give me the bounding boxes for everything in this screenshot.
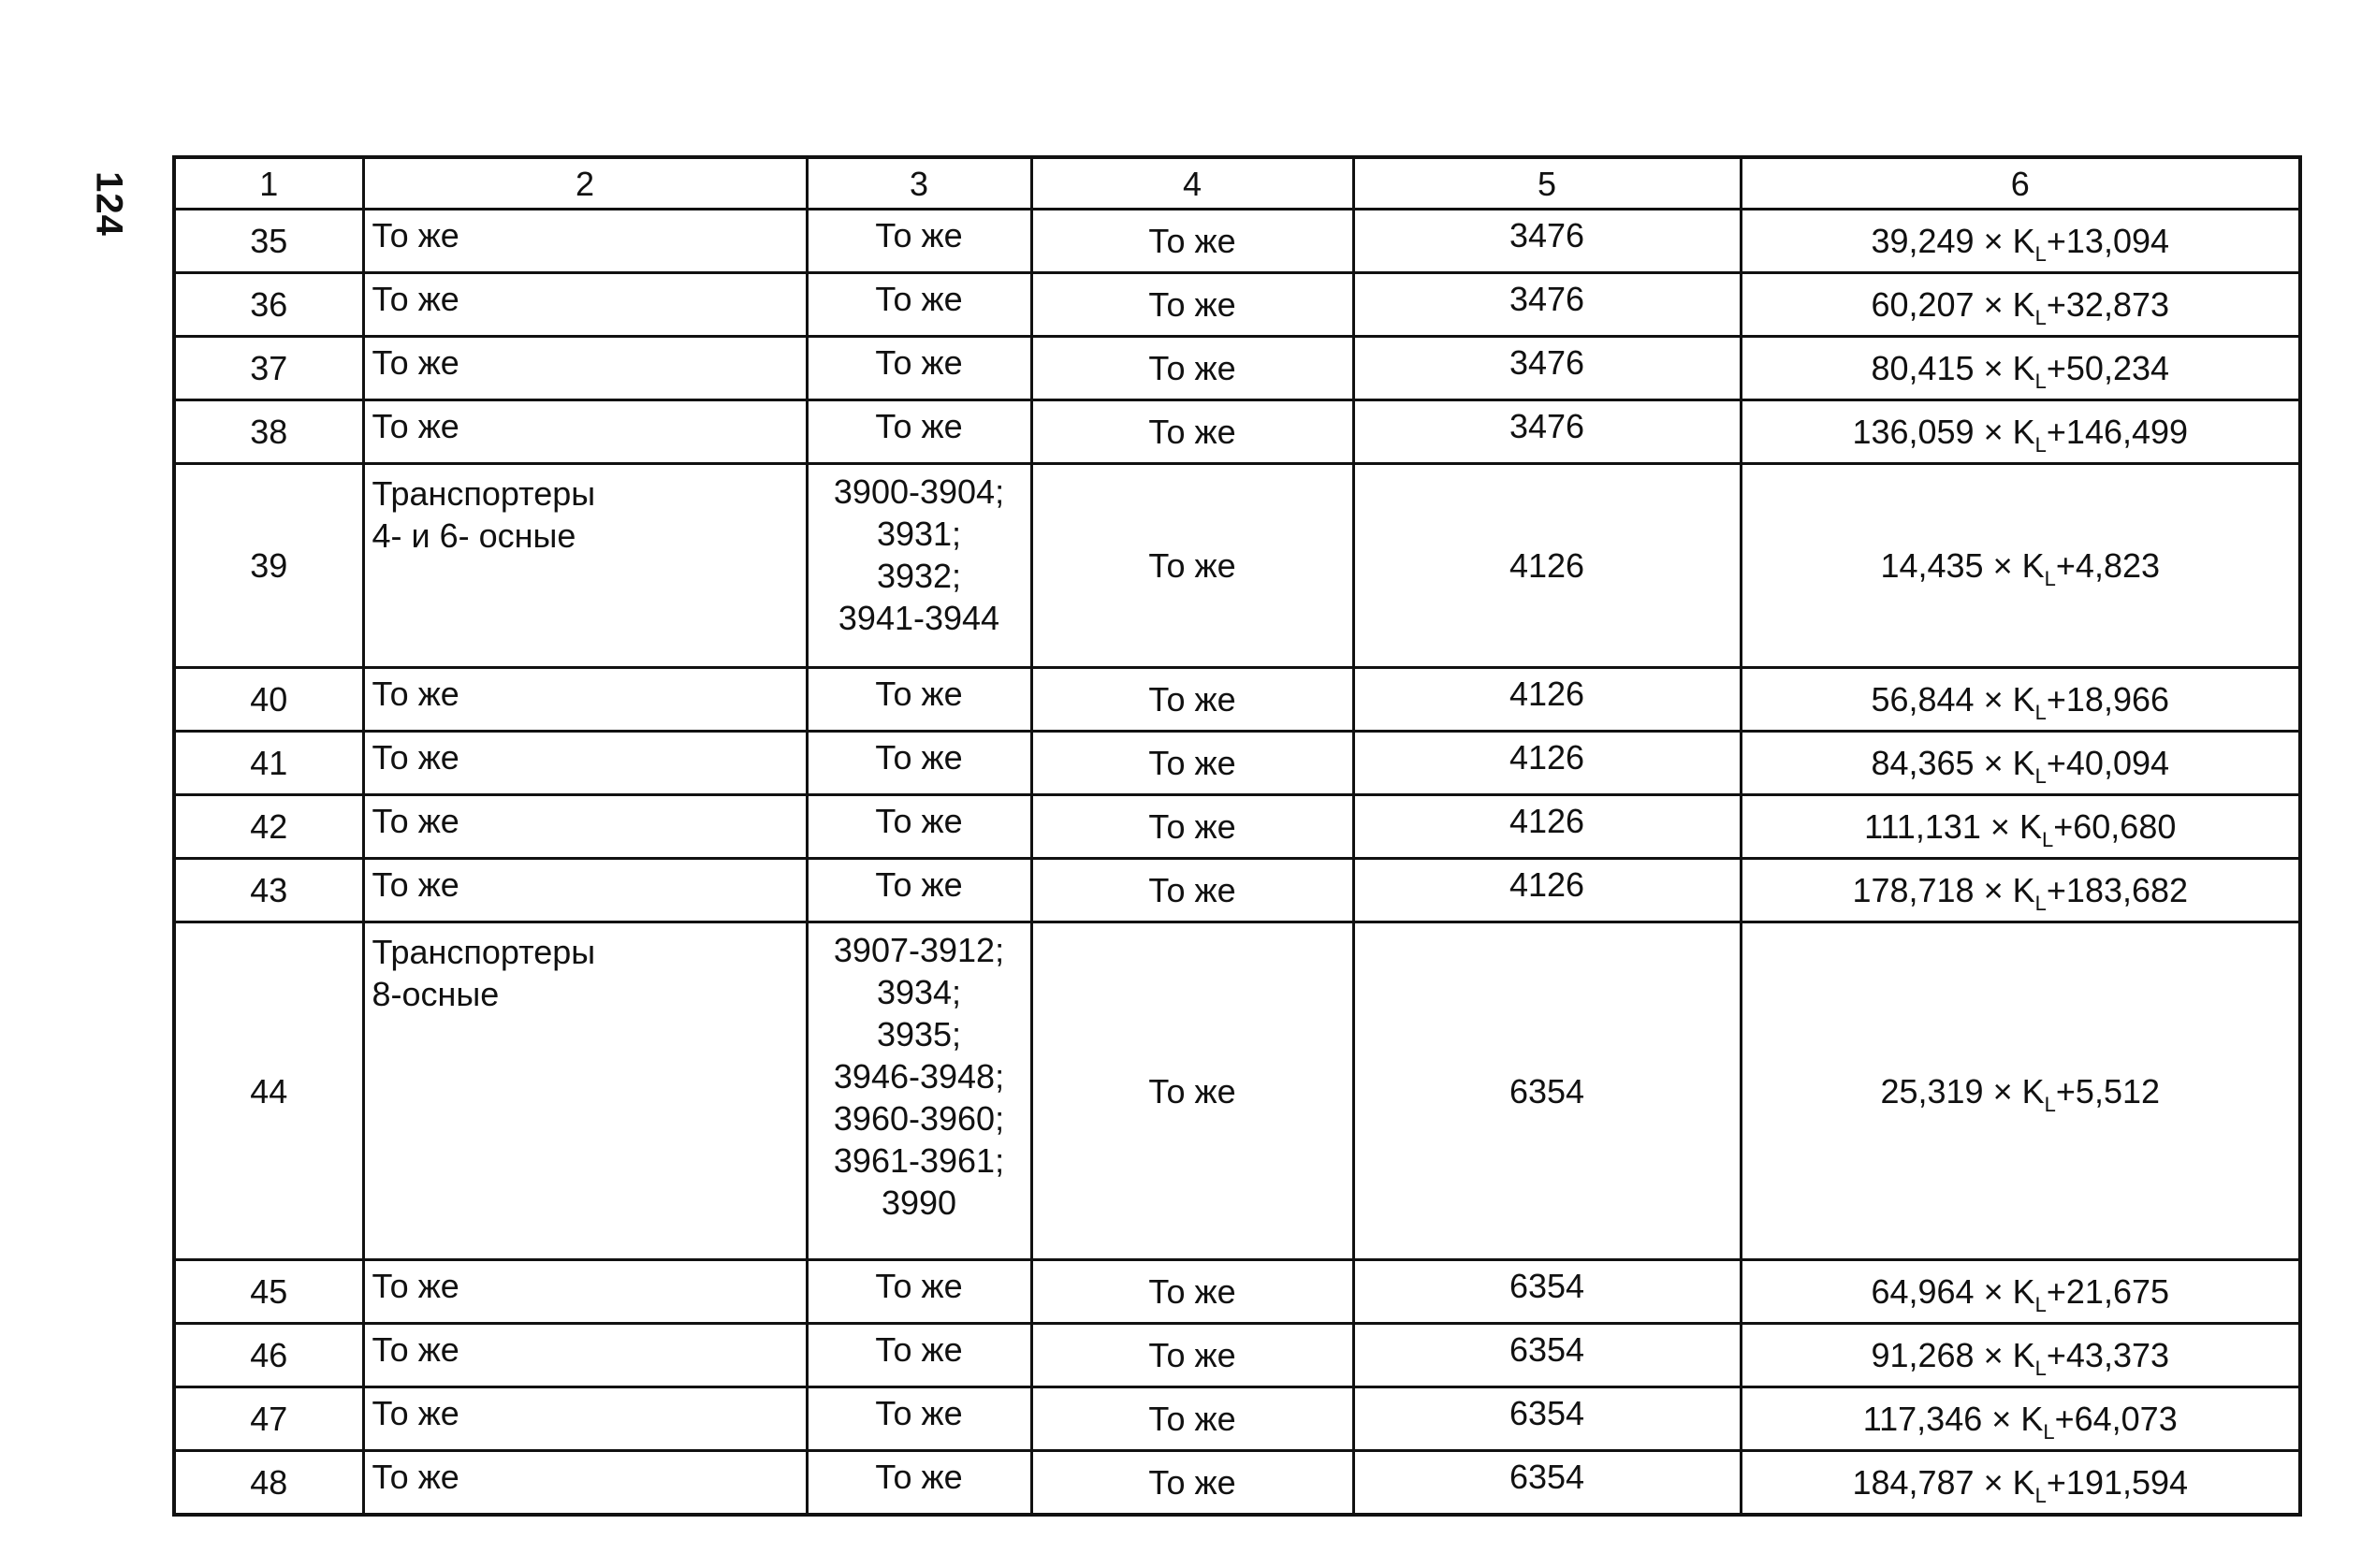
codes-cell (807, 337, 1031, 400)
column-5-cell: 6354 (1353, 1260, 1741, 1324)
formula-addend: +43,373 (2046, 1336, 2170, 1374)
row-number-cell: 48 (174, 1451, 363, 1516)
column-4-cell: То же (1031, 1324, 1353, 1387)
formula (1880, 1071, 2161, 1116)
name-cell (363, 668, 807, 732)
row-number-cell: 46 (174, 1324, 363, 1387)
formula-k-subscript: L (2044, 567, 2056, 590)
formula-k: K (2019, 807, 2042, 846)
formula-multiply-sign: × (1983, 1272, 2004, 1311)
formula-addend: +191,594 (2046, 1463, 2189, 1502)
name-cell (363, 859, 807, 922)
name-line: То же (372, 675, 459, 713)
codes-cell (807, 210, 1031, 273)
code-line: 3960-3960; (833, 1099, 1005, 1138)
code-line: То же (875, 1394, 963, 1432)
formula-multiply-sign: × (1983, 1463, 2004, 1502)
table-body (174, 157, 2300, 1515)
formula-coefficient: 64,964 (1871, 1272, 1975, 1311)
formula-addend: +21,675 (2046, 1272, 2170, 1311)
code-line: 3941-3944 (838, 599, 1000, 637)
formula-cell (1741, 1387, 2300, 1451)
column-header-2: 2 (363, 157, 807, 210)
formula-k-subscript: L (2034, 1293, 2047, 1316)
table-row (174, 795, 2300, 859)
name-line: 8-осные (372, 975, 500, 1013)
formula-multiply-sign: × (1983, 871, 2004, 909)
code-line: То же (875, 738, 963, 777)
table-row (174, 668, 2300, 732)
name-cell (363, 337, 807, 400)
codes-cell (807, 1260, 1031, 1324)
formula-cell (1741, 732, 2300, 795)
row-number-cell: 42 (174, 795, 363, 859)
column-5-cell: 6354 (1353, 1324, 1741, 1387)
formula (1852, 413, 2189, 457)
formula-k-subscript: L (2034, 242, 2047, 266)
table-row (174, 273, 2300, 337)
formula-cell (1741, 273, 2300, 337)
name-cell (363, 922, 807, 1260)
column-4-cell: То же (1031, 1387, 1353, 1451)
formula-multiply-sign: × (1983, 285, 2004, 324)
name-line: То же (372, 738, 459, 777)
table-row (174, 1451, 2300, 1516)
code-line: То же (875, 675, 963, 713)
formula-cell (1741, 400, 2300, 464)
code-line: То же (875, 1330, 963, 1369)
formula-k-subscript: L (2034, 892, 2047, 915)
formula-multiply-sign: × (1983, 222, 2004, 260)
formula (1852, 871, 2189, 915)
code-line: То же (875, 343, 963, 382)
formula-k: K (2012, 222, 2035, 260)
formula (1862, 1400, 2178, 1444)
column-header-3: 3 (807, 157, 1031, 210)
code-line: 3907-3912; (833, 931, 1005, 969)
row-number-cell: 47 (174, 1387, 363, 1451)
formula-addend: +60,680 (2053, 807, 2177, 846)
codes-cell (807, 1324, 1031, 1387)
formula-addend: +64,073 (2054, 1400, 2178, 1438)
formula-addend: +146,499 (2046, 413, 2189, 451)
formula (1864, 807, 2177, 851)
code-line: То же (875, 802, 963, 840)
column-4-cell: То же (1031, 732, 1353, 795)
formula-coefficient: 84,365 (1871, 744, 1975, 782)
formula-coefficient: 56,844 (1871, 680, 1975, 719)
formula-cell (1741, 1451, 2300, 1516)
column-4-cell: То же (1031, 464, 1353, 668)
name-line: То же (372, 280, 459, 318)
name-line: То же (372, 216, 459, 254)
name-line: То же (372, 1267, 459, 1305)
formula-addend: +5,512 (2055, 1071, 2161, 1111)
name-line: Транспортеры (372, 474, 596, 513)
code-line: То же (875, 280, 963, 318)
formula-coefficient: 117,346 (1862, 1400, 1983, 1438)
formula-coefficient: 136,059 (1852, 413, 1975, 451)
row-number-cell: 36 (174, 273, 363, 337)
formula-cell (1741, 795, 2300, 859)
code-line: То же (875, 1458, 963, 1496)
table-row (174, 464, 2300, 668)
name-line: То же (372, 865, 459, 904)
column-5-cell: 4126 (1353, 859, 1741, 922)
formula (1871, 1272, 2170, 1316)
column-header-5: 5 (1353, 157, 1741, 210)
column-5-cell: 3476 (1353, 400, 1741, 464)
column-4-cell: То же (1031, 400, 1353, 464)
row-number-cell: 39 (174, 464, 363, 668)
column-header-1: 1 (174, 157, 363, 210)
formula-multiply-sign: × (1992, 1071, 2013, 1111)
formula-k-subscript: L (2034, 1484, 2047, 1507)
name-cell (363, 1324, 807, 1387)
formula-k-subscript: L (2034, 370, 2047, 393)
column-5-cell: 3476 (1353, 273, 1741, 337)
column-5-cell: 4126 (1353, 732, 1741, 795)
column-4-cell: То же (1031, 337, 1353, 400)
name-line: То же (372, 1458, 459, 1496)
code-line: 3932; (876, 557, 962, 595)
formula-k: K (2012, 1463, 2035, 1502)
name-cell (363, 1260, 807, 1324)
column-4-cell: То же (1031, 1451, 1353, 1516)
name-cell (363, 464, 807, 668)
formula-k-subscript: L (2044, 1092, 2056, 1116)
name-cell (363, 400, 807, 464)
codes-cell (807, 464, 1031, 668)
column-5-cell: 4126 (1353, 795, 1741, 859)
code-line: То же (875, 865, 963, 904)
row-number-cell: 41 (174, 732, 363, 795)
formula-addend: +4,823 (2055, 546, 2161, 585)
row-number-cell: 37 (174, 337, 363, 400)
codes-cell (807, 1387, 1031, 1451)
formula-cell (1741, 210, 2300, 273)
formula-k: K (2012, 744, 2035, 782)
name-cell (363, 795, 807, 859)
formula (1871, 349, 2170, 393)
formula-addend: +183,682 (2046, 871, 2189, 909)
column-5-cell: 6354 (1353, 922, 1741, 1260)
formula-addend: +18,966 (2046, 680, 2170, 719)
formula-k: K (2012, 680, 2035, 719)
formula-multiply-sign: × (1983, 1336, 2004, 1374)
formula-coefficient: 80,415 (1871, 349, 1975, 387)
formula-addend: +13,094 (2046, 222, 2170, 260)
formula (1852, 1463, 2189, 1507)
column-4-cell: То же (1031, 859, 1353, 922)
row-number-cell: 45 (174, 1260, 363, 1324)
column-4-cell: То же (1031, 1260, 1353, 1324)
table-row (174, 1324, 2300, 1387)
code-line: 3961-3961; (833, 1141, 1005, 1180)
formula-coefficient: 14,435 (1880, 546, 1984, 585)
formula-k: K (2012, 1272, 2035, 1311)
name-cell (363, 1387, 807, 1451)
formula-k: K (2021, 1071, 2045, 1111)
code-line: То же (875, 216, 963, 254)
formula-k-subscript: L (2041, 828, 2054, 851)
row-number-cell: 40 (174, 668, 363, 732)
formula-k-subscript: L (2034, 764, 2047, 788)
formula-cell (1741, 337, 2300, 400)
code-line: То же (875, 407, 963, 445)
formula-cell (1741, 922, 2300, 1260)
formula-coefficient: 60,207 (1871, 285, 1975, 324)
formula-cell (1741, 1260, 2300, 1324)
codes-cell (807, 795, 1031, 859)
formula-k: K (2020, 1400, 2044, 1438)
column-4-cell: То же (1031, 210, 1353, 273)
row-number-cell: 38 (174, 400, 363, 464)
formula (1871, 285, 2170, 329)
formula-coefficient: 111,131 (1864, 807, 1981, 846)
column-5-cell: 3476 (1353, 337, 1741, 400)
page-number: 124 (88, 171, 130, 237)
column-5-cell: 4126 (1353, 668, 1741, 732)
formula-coefficient: 25,319 (1880, 1071, 1984, 1111)
table-row (174, 400, 2300, 464)
codes-cell (807, 859, 1031, 922)
name-line: 4- и 6- осные (372, 516, 576, 555)
formula-coefficient: 91,268 (1871, 1336, 1975, 1374)
table-row (174, 1387, 2300, 1451)
formula-multiply-sign: × (1983, 413, 2004, 451)
formula (1871, 680, 2170, 724)
codes-cell (807, 400, 1031, 464)
table-row (174, 210, 2300, 273)
formula-k-subscript: L (2043, 1420, 2055, 1444)
codes-cell (807, 668, 1031, 732)
code-line: 3946-3948; (833, 1057, 1005, 1096)
code-line: 3931; (876, 515, 962, 553)
formula-k: K (2012, 349, 2035, 387)
formula (1880, 546, 2161, 590)
code-line: 3900-3904; (833, 472, 1005, 511)
column-4-cell: То же (1031, 273, 1353, 337)
formula (1871, 1336, 2170, 1380)
formula-cell (1741, 1324, 2300, 1387)
codes-cell (807, 1451, 1031, 1516)
formula-addend: +40,094 (2046, 744, 2170, 782)
table-row (174, 859, 2300, 922)
formula (1871, 222, 2170, 266)
formula-multiply-sign: × (1992, 546, 2013, 585)
formula-multiply-sign: × (1991, 1400, 2012, 1438)
codes-cell (807, 922, 1031, 1260)
formula-cell (1741, 464, 2300, 668)
formula-coefficient: 39,249 (1871, 222, 1975, 260)
row-number-cell: 35 (174, 210, 363, 273)
formula-addend: +50,234 (2046, 349, 2170, 387)
formula-k-subscript: L (2034, 433, 2047, 457)
name-cell (363, 273, 807, 337)
column-4-cell: То же (1031, 668, 1353, 732)
formula-coefficient: 178,718 (1852, 871, 1975, 909)
code-line: 3934; (876, 973, 962, 1011)
formula-k: K (2012, 285, 2035, 324)
formula-multiply-sign: × (1983, 349, 2004, 387)
codes-cell (807, 732, 1031, 795)
code-line: То же (875, 1267, 963, 1305)
name-line: То же (372, 343, 459, 382)
name-line: То же (372, 1330, 459, 1369)
code-line: 3935; (876, 1015, 962, 1053)
header-row (174, 157, 2300, 210)
column-header-6: 6 (1741, 157, 2300, 210)
name-cell (363, 732, 807, 795)
formula-k-subscript: L (2034, 1357, 2047, 1380)
formula-addend: +32,873 (2046, 285, 2170, 324)
table-row (174, 1260, 2300, 1324)
formula-k-subscript: L (2034, 306, 2047, 329)
name-line: Транспортеры (372, 933, 596, 971)
table-row (174, 732, 2300, 795)
formula (1871, 744, 2170, 788)
name-cell (363, 1451, 807, 1516)
formula-multiply-sign: × (1983, 680, 2004, 719)
codes-cell (807, 273, 1031, 337)
table-row (174, 922, 2300, 1260)
row-number-cell: 44 (174, 922, 363, 1260)
name-line: То же (372, 407, 459, 445)
column-5-cell: 6354 (1353, 1387, 1741, 1451)
formula-coefficient: 184,787 (1852, 1463, 1975, 1502)
formula-k: K (2012, 413, 2035, 451)
column-5-cell: 4126 (1353, 464, 1741, 668)
formula-cell (1741, 668, 2300, 732)
name-line: То же (372, 1394, 459, 1432)
formula-k: K (2012, 871, 2035, 909)
name-cell (363, 210, 807, 273)
row-number-cell: 43 (174, 859, 363, 922)
column-4-cell: То же (1031, 795, 1353, 859)
formula-k: K (2012, 1336, 2035, 1374)
column-5-cell: 6354 (1353, 1451, 1741, 1516)
name-line: То же (372, 802, 459, 840)
code-line: 3990 (881, 1183, 957, 1222)
formula-k: K (2021, 546, 2045, 585)
column-4-cell: То же (1031, 922, 1353, 1260)
formula-multiply-sign: × (1990, 807, 2010, 846)
formula-multiply-sign: × (1983, 744, 2004, 782)
formula-cell (1741, 859, 2300, 922)
column-header-4: 4 (1031, 157, 1353, 210)
data-table (172, 155, 2302, 1517)
formula-k-subscript: L (2034, 701, 2047, 724)
column-5-cell: 3476 (1353, 210, 1741, 273)
table-row (174, 337, 2300, 400)
